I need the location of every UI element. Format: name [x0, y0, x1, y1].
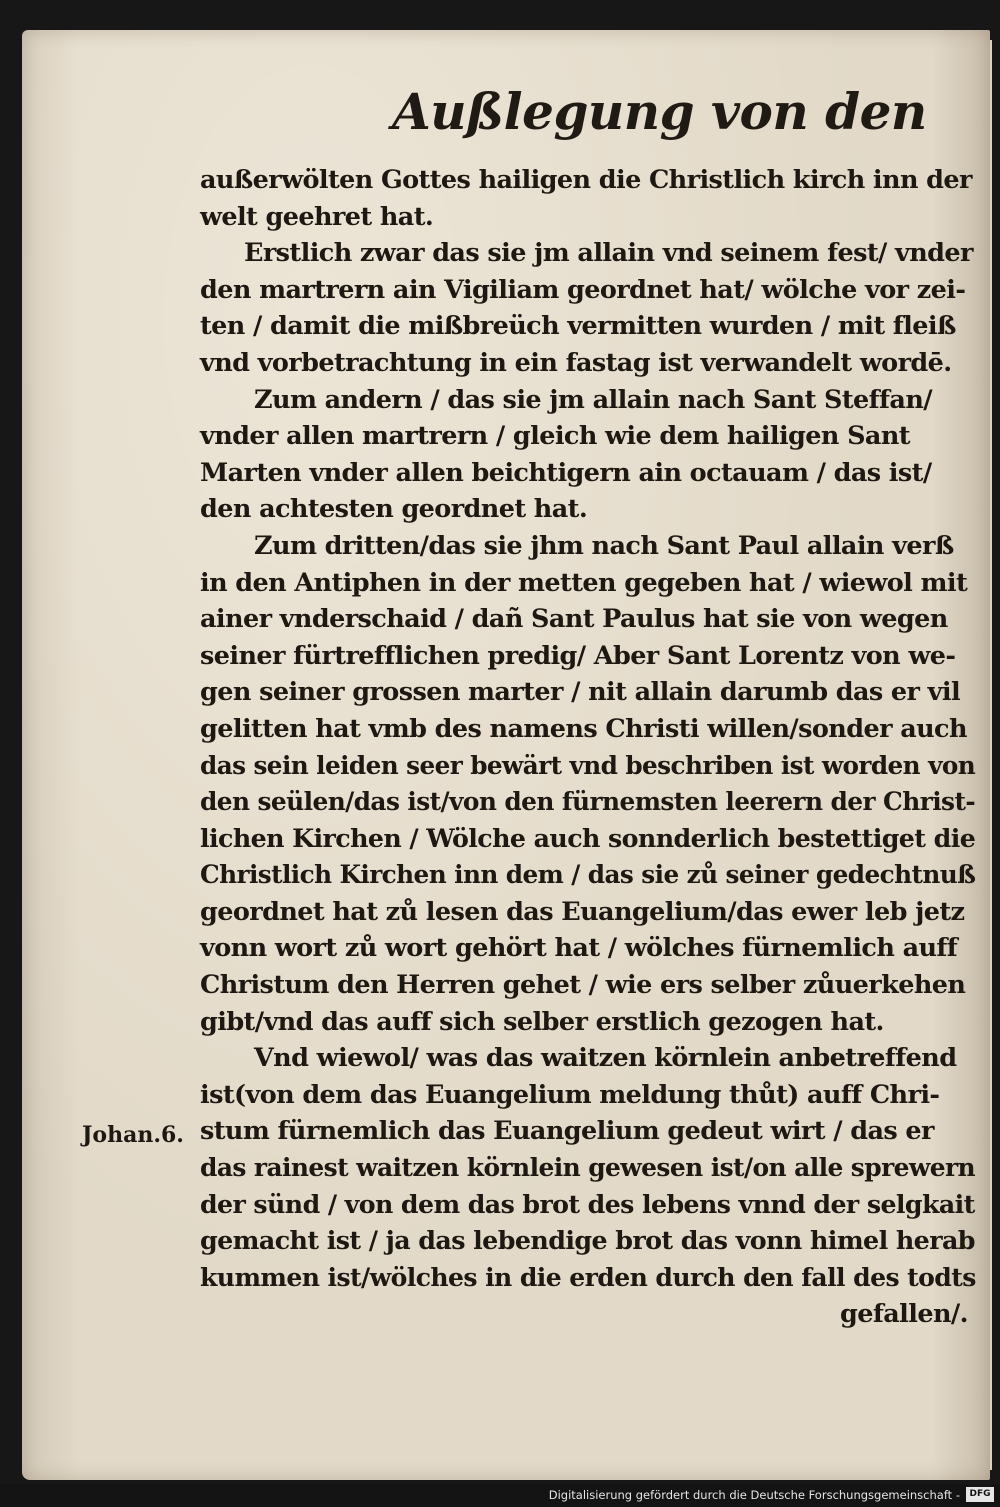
text-line: Vnd wiewol/ was das waitzen körnlein anbetreffend — [254, 1043, 957, 1074]
running-title: Außlegung von den — [392, 82, 927, 141]
text-line: das rainest waitzen körnlein gewesen ist/on alle sprewern — [200, 1153, 976, 1184]
text-line: Christum den Herren gehet / wie ers selber zůuerkehen — [200, 970, 966, 1001]
show-through-bleed — [58, 88, 178, 128]
text-line: stum fürnemlich das Euangelium gedeut wirt / das er — [200, 1116, 934, 1147]
text-line: gefallen/. — [840, 1299, 968, 1330]
text-line: Erstlich zwar das sie jm allain vnd seinem fest/ vnder — [244, 238, 973, 269]
text-line: ten / damit die mißbreüch vermitten wurden / mit fleiß — [200, 311, 956, 342]
text-line: ist(von dem das Euangelium meldung thůt) auff Chri- — [200, 1079, 940, 1110]
text-line: Zum dritten/das sie jhm nach Sant Paul allain verß — [254, 530, 954, 561]
text-line: geordnet hat zů lesen das Euangelium/das ewer leb jetz — [200, 896, 965, 927]
text-line: vnder allen martrern / gleich wie dem hailigen Sant — [200, 421, 910, 452]
text-line: welt geehret hat. — [200, 201, 434, 232]
dfg-logo: DFG — [966, 1487, 994, 1502]
funding-credit: Digitalisierung gefördert durch die Deutsche Forschungsgemeinschaft - — [548, 1488, 960, 1502]
text-line: gelitten hat vmb des namens Christi willen/sonder auch — [200, 713, 967, 744]
text-line: vnd vorbetrachtung in ein fastag ist verwandelt wordē. — [200, 347, 952, 378]
text-line: seiner fürtrefflichen predig/ Aber Sant Lorentz von we- — [200, 640, 956, 671]
text-line: der sünd / von dem das brot des lebens vnnd der selgkait — [200, 1189, 975, 1220]
footer-bar — [0, 1484, 1000, 1507]
text-line: in den Antiphen in der metten gegeben hat / wiewol mit — [200, 567, 968, 598]
text-line: den seülen/das ist/von den fürnemsten leerern der Christ- — [200, 787, 976, 818]
text-line: den martrern ain Vigiliam geordnet hat/ wölche vor zei- — [200, 274, 966, 305]
text-line: gemacht ist / ja das lebendige brot das vonn himel herab — [200, 1226, 975, 1257]
text-line: gibt/vnd das auff sich selber erstlich gezogen hat. — [200, 1006, 884, 1037]
margin-note: Johan.6. — [82, 1122, 184, 1148]
text-line: das sein leiden seer bewärt vnd beschriben ist worden von — [200, 750, 976, 781]
text-line: vonn wort zů wort gehört hat / wölches fürnemlich auff — [200, 933, 958, 964]
text-line: außerwölten Gottes hailigen die Christlich kirch inn der — [200, 165, 972, 195]
text-line: gen seiner grossen marter / nit allain darumb das er vil — [200, 677, 961, 708]
text-line: kummen ist/wölches in die erden durch den fall des todts — [200, 1262, 976, 1293]
text-line: den achtesten geordnet hat. — [200, 494, 588, 525]
body-text — [200, 162, 975, 1333]
text-line: ainer vnderschaid / dañ Sant Paulus hat sie von wegen — [200, 604, 948, 635]
text-line: Zum andern / das sie jm allain nach Sant Steffan/ — [254, 384, 932, 415]
text-line: Marten vnder allen beichtigern ain octauam / das ist/ — [200, 457, 932, 488]
text-line: lichen Kirchen / Wölche auch sonnderlich bestettiget die — [200, 823, 976, 854]
text-line: Christlich Kirchen inn dem / das sie zů seiner gedechtnuß — [200, 860, 976, 891]
